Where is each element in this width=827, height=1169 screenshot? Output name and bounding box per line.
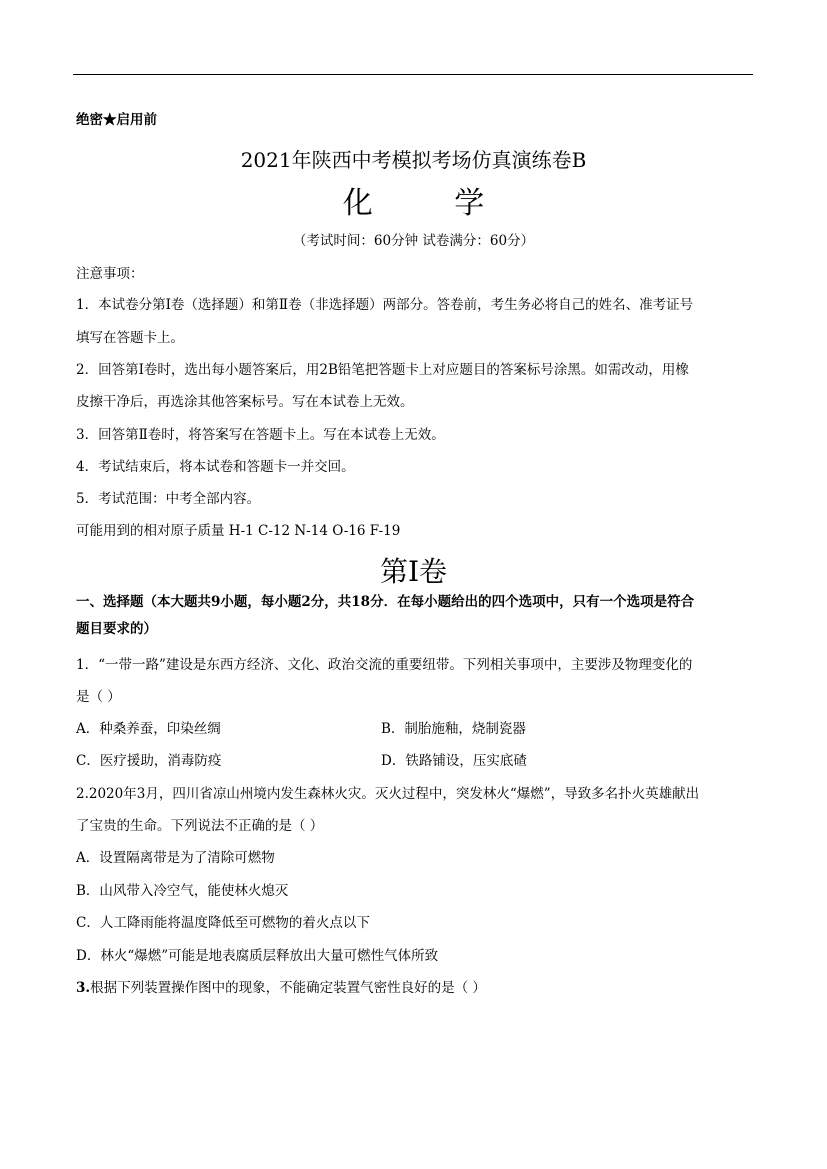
question-1-option-a: A．种桑养蚕，印染丝绸 — [76, 721, 221, 737]
exam-time-info: （考试时间：60分钟 试卷满分：60分） — [292, 233, 535, 249]
question-3-stem — [76, 976, 486, 996]
note-line: 4．考试结束后，将本试卷和答题卡一并交回。 — [76, 459, 355, 475]
exam-title: 2021年陕西中考模拟考场仿真演练卷B — [240, 148, 587, 172]
question-1-option-b: B．制胎施釉，烧制瓷器 — [381, 721, 526, 737]
note-line: 填写在答题卡上。 — [76, 330, 184, 346]
question-2-stem-cont: 了宝贵的生命。下列说法不正确的是（ ） — [76, 818, 324, 834]
question-1-stem: 1．“一带一路”建设是东西方经济、文化、政治交流的重要纽带。下列相关事项中，主要涉及物理变化的 — [76, 657, 693, 673]
atomic-mass-info: 可能用到的相对原子质量 H-1 C-12 N-14 O-16 F-19 — [76, 523, 401, 539]
confidential-label: 绝密★启用前 — [76, 112, 157, 128]
section-title: 第Ⅰ卷 — [379, 555, 448, 588]
note-line: 皮擦干净后，再选涂其他答案标号。写在本试卷上无效。 — [76, 394, 414, 410]
note-line: 2．回答第Ⅰ卷时，选出每小题答案后，用2B铅笔把答题卡上对应题目的答案标号涂黑。如需改动，用橡 — [76, 362, 689, 378]
note-line: 5．考试范围：中考全部内容。 — [76, 491, 261, 507]
question-2-stem: 2.2020年3月，四川省凉山州境内发生森林火灾。灭火过程中，突发林火“爆燃”，导致多名扑火英雄献出 — [76, 786, 700, 802]
subject-title: 化 学 — [342, 186, 521, 221]
question-1-option-d: D．铁路铺设，压实底碴 — [381, 753, 527, 769]
question-1-stem-cont: 是（ ） — [76, 689, 121, 705]
part1-heading-cont: 题目要求的） — [76, 621, 157, 637]
question-3-number: 3. — [76, 980, 91, 996]
question-2-option-b: B．山风带入冷空气，能使林火熄灭 — [76, 883, 289, 899]
question-2-option-d: D．林火“爆燃”可能是地表腐质层释放出大量可燃性气体所致 — [76, 948, 439, 964]
question-1-option-c: C．医疗援助，消毒防疫 — [76, 753, 222, 769]
notes-heading: 注意事项： — [76, 266, 144, 282]
question-2-option-a: A．设置隔离带是为了清除可燃物 — [76, 850, 275, 866]
note-line: 1．本试卷分第Ⅰ卷（选择题）和第Ⅱ卷（非选择题）两部分。答卷前，考生务必将自己的姓名、准考证号 — [76, 297, 694, 313]
note-line: 3．回答第Ⅱ卷时，将答案写在答题卡上。写在本试卷上无效。 — [76, 427, 445, 443]
question-3-text: 根据下列装置操作图中的现象，不能确定装置气密性良好的是（ ） — [90, 980, 486, 996]
header-rule — [73, 74, 753, 75]
part1-heading: 一、选择题（本大题共9小题，每小题2分，共18分．在每小题给出的四个选项中，只有一个选项是符合 — [76, 594, 695, 610]
question-2-option-c: C．人工降雨能将温度降低至可燃物的着火点以下 — [76, 915, 370, 931]
